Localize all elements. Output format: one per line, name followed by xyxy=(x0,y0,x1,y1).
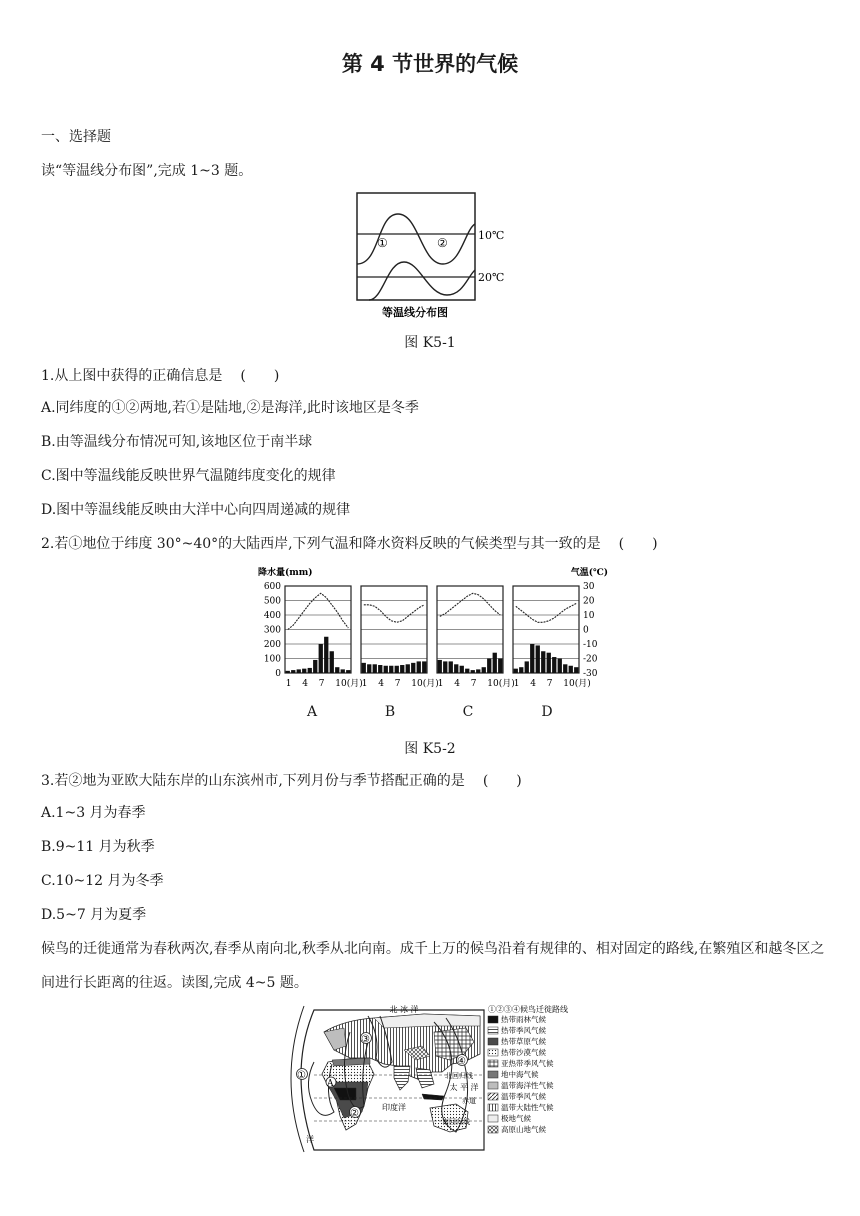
legend-label-subtropical-monsoon: 亚热带季风气候 xyxy=(501,1059,554,1068)
climate-panel-c-precip-bar-6 xyxy=(465,669,469,673)
climate-panel-a-month-tick-3: 7 xyxy=(318,679,325,689)
temp-tick--30: -30 xyxy=(583,669,598,679)
temp-tick-0: 0 xyxy=(583,625,589,636)
climate-panel-b-precip-bar-6 xyxy=(389,666,393,673)
climate-panel-a-precip-bar-7 xyxy=(319,644,323,673)
question-2-stem: 2.若①地位于纬度 30°~40°的大陆西岸,下列气温和降水资料反映的气候类型与其一致的是 xyxy=(41,536,601,552)
climate-panel-b-month-tick-3: 7 xyxy=(394,679,401,689)
legend-swatch-tropical-desert xyxy=(488,1049,498,1056)
climate-panel-a-precip-bar-8 xyxy=(324,637,328,673)
legend-item-tropical-rainforest xyxy=(488,1014,546,1024)
panel-label-b: B xyxy=(384,704,396,720)
arctic-ocean-label: 北 冰 洋 xyxy=(389,1005,419,1014)
legend-item-routes xyxy=(488,1004,568,1014)
tropic-south-label: 南回归线 xyxy=(442,1118,470,1126)
question-1 xyxy=(41,366,279,386)
question-1-option-b: B.由等温线分布情况可知,该地区位于南半球 xyxy=(41,434,313,450)
temp-tick--20: -20 xyxy=(583,654,598,665)
climate-panel-a-precip-bar-9 xyxy=(330,651,334,673)
climate-panel-d-precip-bar-10 xyxy=(563,664,567,673)
precip-tick-300: 300 xyxy=(263,625,281,636)
legend-item-tropical-desert xyxy=(488,1047,546,1057)
point-a-label: A xyxy=(327,1079,334,1089)
climate-panel-b-precip-bar-9 xyxy=(406,664,410,673)
route-1-label: ① xyxy=(297,1070,306,1081)
legend-label-routes: ①②③④候鸟迁徙路线 xyxy=(488,1005,568,1014)
panel-label-a: A xyxy=(306,704,318,720)
legend-item-polar xyxy=(488,1113,531,1123)
climate-panel-a-precip-bar-1 xyxy=(286,671,290,673)
temp-axis-title: 气温(℃) xyxy=(570,568,608,578)
precip-tick-400: 400 xyxy=(263,611,281,621)
climate-panel-d-precip-bar-5 xyxy=(536,645,540,673)
legend-swatch-tropical-rainforest xyxy=(488,1016,498,1023)
climate-panel-d-precip-bar-7 xyxy=(547,653,551,673)
climate-panel-d-precip-bar-8 xyxy=(552,657,556,673)
legend-item-highland xyxy=(488,1124,546,1134)
climate-panel-c-precip-bar-8 xyxy=(476,669,480,673)
question-2 xyxy=(41,534,658,554)
climate-panel-d-precip-bar-6 xyxy=(541,651,545,673)
climate-panel-b-month-tick-1: 1 xyxy=(361,679,368,689)
legend-swatch-mediterranean xyxy=(488,1071,498,1078)
climate-panel-c-precip-bar-5 xyxy=(460,666,464,673)
legend-swatch-tropical-monsoon xyxy=(488,1027,498,1034)
climate-panel-b-precip-bar-5 xyxy=(384,666,388,673)
route-3-label: ③ xyxy=(361,1034,370,1045)
climate-panel-d-precip-bar-1 xyxy=(514,669,518,673)
climate-panel-b-month-tick-4: 10(月) xyxy=(411,679,439,689)
climate-panel-d-month-tick-2: 4 xyxy=(530,679,536,689)
pacific-ocean-label: 太 平 洋 xyxy=(449,1083,479,1092)
legend-item-temperate-maritime xyxy=(488,1080,554,1090)
climate-panel-c-month-tick-2: 4 xyxy=(454,679,460,689)
legend-item-mediterranean xyxy=(488,1069,539,1079)
legend-label-tropical-monsoon: 热带季风气候 xyxy=(501,1026,546,1035)
precip-axis-title: 降水量(mm) xyxy=(258,568,313,578)
question-3-stem: 3.若②地为亚欧大陆东岸的山东滨州市,下列月份与季节搭配正确的是 xyxy=(41,773,465,789)
ocean-bottom-label: 洋 xyxy=(306,1135,314,1144)
climate-panel-c-precip-bar-7 xyxy=(471,670,475,673)
climate-panel-a-precip-bar-3 xyxy=(297,669,301,673)
climate-panel-d-month-tick-4: 10(月) xyxy=(563,679,591,689)
climate-panel-d-precip-bar-12 xyxy=(574,667,578,673)
migration-map xyxy=(284,1002,584,1154)
legend-swatch-highland xyxy=(488,1126,498,1133)
legend-label-tropical-desert: 热带沙漠气候 xyxy=(501,1048,546,1057)
climate-panel-b-month-tick-2: 4 xyxy=(378,679,384,689)
question-3-answer-paren: ( ) xyxy=(482,773,522,789)
climate-panel-b-precip-bar-2 xyxy=(367,664,371,673)
temp-tick-20: 20 xyxy=(583,596,595,607)
legend-label-highland: 高原山地气候 xyxy=(501,1125,546,1134)
climate-panel-c-precip-bar-3 xyxy=(449,661,453,673)
isotherm-inner-title: 等温线分布图 xyxy=(382,306,448,319)
climate-panel-a-precip-bar-2 xyxy=(291,670,295,673)
legend-label-tropical-savanna: 热带草原气候 xyxy=(501,1037,546,1046)
climate-panel-c-precip-bar-12 xyxy=(498,659,502,674)
legend-label-tropical-rainforest: 热带雨林气候 xyxy=(501,1015,546,1024)
legend-label-mediterranean: 地中海气候 xyxy=(501,1070,539,1079)
climate-panel-c-precip-bar-11 xyxy=(493,653,497,673)
precip-tick-100: 100 xyxy=(263,654,281,665)
legend-swatch-subtropical-monsoon xyxy=(488,1060,498,1067)
question-3-option-c: C.10~12 月为冬季 xyxy=(41,873,164,889)
climate-panel-a-precip-bar-5 xyxy=(308,668,312,673)
isotherm-value-20c: 20℃ xyxy=(478,271,505,284)
climate-panel-b-precip-bar-1 xyxy=(362,663,366,673)
climate-panel-a-month-tick-2: 4 xyxy=(302,679,308,689)
isotherm-20c-curve xyxy=(369,262,475,300)
climate-panel-b-precip-bar-3 xyxy=(373,664,377,673)
climate-panel-b-precip-bar-7 xyxy=(395,666,399,673)
route-2-label: ② xyxy=(350,1108,359,1119)
climate-panel-a-precip-bar-4 xyxy=(302,669,306,673)
tropic-north-label: 北回归线 xyxy=(445,1072,473,1080)
isotherm-value-10c: 10℃ xyxy=(478,229,505,242)
question-1-stem: 1.从上图中获得的正确信息是 xyxy=(41,368,223,384)
legend-item-temperate-continental xyxy=(488,1102,554,1112)
precip-tick-600: 600 xyxy=(263,582,281,592)
equator-label: 赤道 xyxy=(462,1097,476,1105)
climate-panel-a-temp-line xyxy=(288,593,349,629)
climate-panel-a-precip-bar-6 xyxy=(313,660,317,673)
climate-panel-c-precip-bar-1 xyxy=(438,660,442,673)
section-heading: 一、选择题 xyxy=(41,129,111,145)
panel-label-d: D xyxy=(541,704,553,720)
temp-tick-30: 30 xyxy=(583,582,595,592)
climate-panel-c-precip-bar-4 xyxy=(454,664,458,673)
climate-panel-a-precip-bar-10 xyxy=(335,667,339,673)
legend-label-temperate-monsoon: 温带季风气候 xyxy=(501,1092,546,1101)
legend-swatch-tropical-savanna xyxy=(488,1038,498,1045)
climate-charts xyxy=(258,564,608,692)
climate-panel-d-temp-line xyxy=(516,603,577,622)
climate-panel-b-temp-line xyxy=(364,605,425,623)
legend-item-tropical-savanna xyxy=(488,1036,546,1046)
intro-q4-5: 候鸟的迁徙通常为春秋两次,春季从南向北,秋季从北向南。成千上万的候鸟沿着有规律的、相对固定的路线,在繁殖区和越冬区之间进行长距离的往返。读图,完成 4~5 题。 xyxy=(41,941,825,991)
climate-panel-a-month-tick-4: 10(月) xyxy=(335,679,363,689)
isotherm-label-2: ② xyxy=(437,236,448,250)
question-3-option-b: B.9~11 月为秋季 xyxy=(41,839,155,855)
climate-panel-b-precip-bar-4 xyxy=(378,665,382,673)
climate-panel-b-precip-bar-11 xyxy=(417,661,421,673)
precip-tick-200: 200 xyxy=(263,640,281,650)
legend-label-polar: 极地气候 xyxy=(501,1114,531,1123)
isotherm-10c-curve xyxy=(357,214,475,264)
question-3-option-d: D.5~7 月为夏季 xyxy=(41,907,147,923)
climate-panel-b-precip-bar-10 xyxy=(411,663,415,673)
precip-tick-0: 0 xyxy=(275,669,281,679)
temp-tick--10: -10 xyxy=(583,640,598,650)
climate-panel-a-month-tick-1: 1 xyxy=(285,679,292,689)
figure-k5-2-caption: 图 K5-2 xyxy=(404,741,456,757)
climate-panel-d-precip-bar-4 xyxy=(530,644,534,673)
question-2-answer-paren: ( ) xyxy=(618,536,658,552)
isotherm-label-1: ① xyxy=(377,236,388,250)
climate-panel-a-precip-bar-12 xyxy=(346,670,350,673)
climate-panel-d-month-tick-3: 7 xyxy=(546,679,553,689)
climate-panel-c-precip-bar-2 xyxy=(443,661,447,673)
isotherm-figure xyxy=(355,192,515,324)
question-3-option-a: A.1~3 月为春季 xyxy=(41,805,146,821)
route-4-label: ④ xyxy=(457,1056,466,1067)
question-3 xyxy=(41,771,522,791)
panel-label-c: C xyxy=(462,704,474,720)
climate-panel-c-precip-bar-10 xyxy=(487,659,491,674)
legend-item-temperate-monsoon xyxy=(488,1091,546,1101)
climate-panel-c-precip-bar-9 xyxy=(482,667,486,673)
climate-panel-d-precip-bar-2 xyxy=(519,667,523,673)
indian-ocean-label: 印度洋 xyxy=(382,1103,406,1112)
page-title: 第 4 节世界的气候 xyxy=(341,52,519,76)
intro-q1-3: 读“等温线分布图”,完成 1~3 题。 xyxy=(41,163,253,179)
climate-panel-d-precip-bar-3 xyxy=(525,661,529,673)
legend-swatch-temperate-maritime xyxy=(488,1082,498,1089)
climate-panel-c-temp-line xyxy=(440,593,501,616)
legend-label-temperate-continental: 温带大陆性气候 xyxy=(501,1103,554,1112)
climate-panel-d-precip-bar-11 xyxy=(569,666,573,673)
climate-panel-d-month-tick-1: 1 xyxy=(513,679,520,689)
question-1-option-d: D.图中等温线能反映由大洋中心向四周递减的规律 xyxy=(41,502,351,518)
climate-panel-b-precip-bar-12 xyxy=(422,661,426,673)
question-1-option-c: C.图中等温线能反映世界气温随纬度变化的规律 xyxy=(41,468,336,484)
climate-panel-c-month-tick-4: 10(月) xyxy=(487,679,515,689)
legend-swatch-temperate-monsoon xyxy=(488,1093,498,1100)
climate-panel-c-month-tick-3: 7 xyxy=(470,679,477,689)
climate-panel-b-precip-bar-8 xyxy=(400,665,404,673)
legend-item-subtropical-monsoon xyxy=(488,1058,554,1068)
legend-swatch-temperate-continental xyxy=(488,1104,498,1111)
map-legend xyxy=(488,1004,568,1134)
climate-panel-c-month-tick-1: 1 xyxy=(437,679,444,689)
legend-item-tropical-monsoon xyxy=(488,1025,546,1035)
climate-panel-d-precip-bar-9 xyxy=(558,659,562,674)
temp-tick-10: 10 xyxy=(583,611,595,621)
precip-tick-500: 500 xyxy=(263,596,281,607)
question-1-option-a: A.同纬度的①②两地,若①是陆地,②是海洋,此时该地区是冬季 xyxy=(41,400,419,416)
legend-label-temperate-maritime: 温带海洋性气候 xyxy=(501,1081,554,1090)
figure-k5-1-caption: 图 K5-1 xyxy=(404,335,456,351)
question-1-answer-paren: ( ) xyxy=(240,368,280,384)
legend-swatch-polar xyxy=(488,1115,498,1122)
climate-panel-a-precip-bar-11 xyxy=(341,669,345,673)
